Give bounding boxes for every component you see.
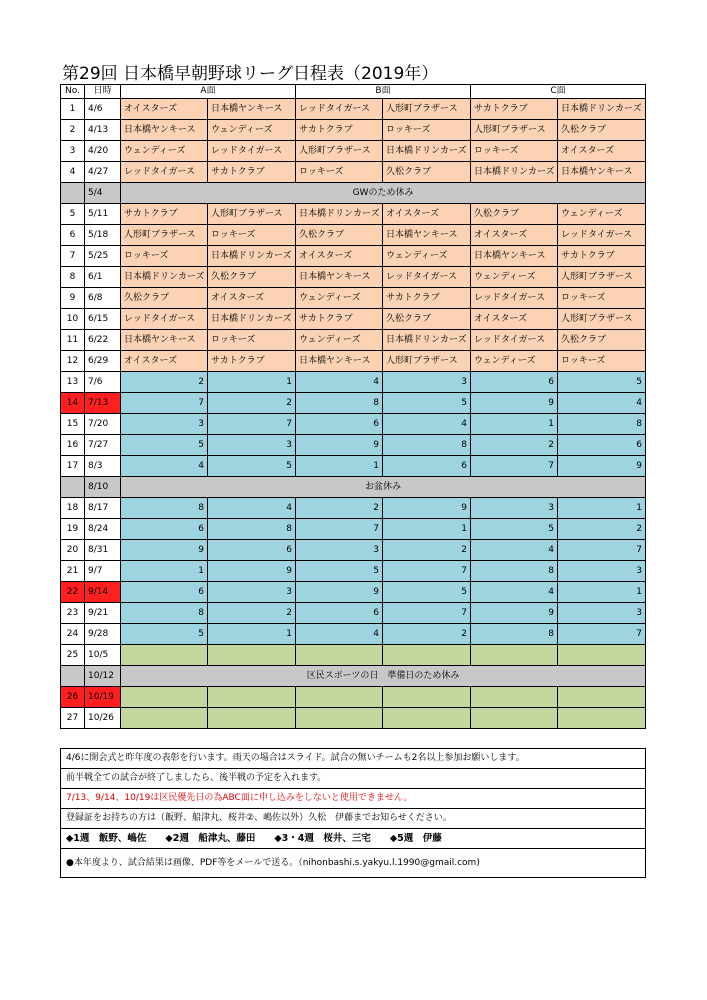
row-number: 23: [61, 603, 85, 624]
note-text: 前半戦全ての試合が終了しましたら、後半戦の予定を入れます。: [61, 769, 646, 789]
break-message: GWのため休み: [121, 183, 646, 204]
team-number-cell: 5: [383, 582, 471, 603]
team-cell: 日本橋ヤンキース: [121, 330, 208, 351]
schedule-row: [61, 561, 646, 582]
empty-slot: [471, 708, 558, 729]
team-cell: 日本橋ドリンカーズ: [558, 99, 646, 120]
team-cell: 日本橋ドリンカーズ: [208, 246, 296, 267]
team-cell: レッドタイガース: [121, 309, 208, 330]
schedule-row: [61, 456, 646, 477]
row-date: 8/17: [85, 498, 121, 519]
team-cell: レッドタイガース: [383, 267, 471, 288]
note-row: [61, 849, 646, 878]
header-field-b: B面: [296, 85, 471, 99]
team-cell: 久松クラブ: [296, 225, 383, 246]
schedule-row: [61, 330, 646, 351]
team-number-cell: 8: [121, 603, 208, 624]
team-number-cell: 4: [296, 624, 383, 645]
team-cell: ロッキーズ: [208, 225, 296, 246]
schedule-row: [61, 288, 646, 309]
row-number: 24: [61, 624, 85, 645]
row-date: 10/19: [85, 687, 121, 708]
team-number-cell: 9: [471, 393, 558, 414]
row-number: 7: [61, 246, 85, 267]
team-number-cell: 5: [558, 372, 646, 393]
team-number-cell: 4: [558, 393, 646, 414]
team-number-cell: 1: [208, 372, 296, 393]
team-number-cell: 1: [208, 624, 296, 645]
header-no: No.: [61, 85, 85, 99]
schedule-table: [60, 84, 646, 729]
team-cell: 日本橋ドリンカーズ: [296, 204, 383, 225]
row-date: 9/28: [85, 624, 121, 645]
team-number-cell: 8: [471, 561, 558, 582]
team-cell: 人形町ブラザース: [558, 267, 646, 288]
row-date: 4/6: [85, 99, 121, 120]
row-date: 8/10: [85, 477, 121, 498]
schedule-row: [61, 582, 646, 603]
team-number-cell: 2: [121, 372, 208, 393]
row-number: 20: [61, 540, 85, 561]
note-row: [61, 769, 646, 789]
schedule-row: [61, 309, 646, 330]
team-number-cell: 2: [296, 498, 383, 519]
row-number: 11: [61, 330, 85, 351]
row-date: 7/27: [85, 435, 121, 456]
empty-slot: [383, 708, 471, 729]
row-number: 5: [61, 204, 85, 225]
note-row: [61, 789, 646, 809]
page-title: 第29回 日本橋早朝野球リーグ日程表（2019年）: [62, 64, 439, 84]
team-number-cell: 6: [558, 435, 646, 456]
team-cell: オイスターズ: [208, 288, 296, 309]
row-date: 9/21: [85, 603, 121, 624]
row-number: [61, 666, 85, 687]
team-number-cell: 5: [383, 393, 471, 414]
team-cell: 人形町ブラザース: [121, 225, 208, 246]
team-cell: 日本橋ドリンカーズ: [471, 162, 558, 183]
row-date: 9/14: [85, 582, 121, 603]
team-number-cell: 7: [208, 414, 296, 435]
team-number-cell: 2: [208, 393, 296, 414]
row-number: 16: [61, 435, 85, 456]
team-number-cell: 8: [121, 498, 208, 519]
empty-slot: [383, 687, 471, 708]
schedule-row: [61, 120, 646, 141]
row-date: 7/6: [85, 372, 121, 393]
team-number-cell: 5: [296, 561, 383, 582]
team-number-cell: 4: [208, 498, 296, 519]
team-number-cell: 7: [558, 540, 646, 561]
team-cell: オイスターズ: [121, 351, 208, 372]
row-number: 25: [61, 645, 85, 666]
header-field-c: C面: [471, 85, 646, 99]
team-cell: レッドタイガース: [471, 288, 558, 309]
note-row: [61, 829, 646, 849]
note-text: ◆1週 飯野、嶋佐 ◆2週 船津丸、藤田 ◆3・4週 桜井、三宅 ◆5週 伊藤: [61, 829, 646, 849]
team-number-cell: 6: [471, 372, 558, 393]
team-number-cell: 9: [208, 561, 296, 582]
schedule-row: [61, 225, 646, 246]
team-number-cell: 2: [208, 603, 296, 624]
row-date: 7/20: [85, 414, 121, 435]
team-number-cell: 3: [383, 372, 471, 393]
team-cell: 日本橋ヤンキース: [121, 120, 208, 141]
row-date: 4/20: [85, 141, 121, 162]
row-date: 9/7: [85, 561, 121, 582]
schedule-row: [61, 141, 646, 162]
schedule-row: [61, 267, 646, 288]
row-date: 8/31: [85, 540, 121, 561]
team-number-cell: 3: [558, 603, 646, 624]
team-number-cell: 8: [296, 393, 383, 414]
row-number: 27: [61, 708, 85, 729]
row-date: 4/13: [85, 120, 121, 141]
team-cell: ロッキーズ: [558, 288, 646, 309]
team-number-cell: 9: [471, 603, 558, 624]
team-number-cell: 5: [121, 624, 208, 645]
header-date: 日時: [85, 85, 121, 99]
row-date: 5/18: [85, 225, 121, 246]
team-number-cell: 2: [471, 435, 558, 456]
team-number-cell: 7: [383, 561, 471, 582]
team-number-cell: 1: [121, 561, 208, 582]
team-number-cell: 4: [471, 582, 558, 603]
team-cell: サカトクラブ: [383, 288, 471, 309]
team-number-cell: 6: [296, 414, 383, 435]
team-number-cell: 4: [121, 456, 208, 477]
team-cell: 久松クラブ: [383, 309, 471, 330]
schedule-row: [61, 99, 646, 120]
team-cell: 人形町ブラザース: [383, 99, 471, 120]
team-cell: ロッキーズ: [383, 120, 471, 141]
schedule-row: [61, 624, 646, 645]
row-number: 21: [61, 561, 85, 582]
team-cell: 日本橋ヤンキース: [471, 246, 558, 267]
schedule-row: [61, 498, 646, 519]
row-date: 6/15: [85, 309, 121, 330]
team-number-cell: 2: [383, 624, 471, 645]
row-date: 6/8: [85, 288, 121, 309]
team-number-cell: 2: [383, 540, 471, 561]
row-date: 7/13: [85, 393, 121, 414]
row-number: 12: [61, 351, 85, 372]
empty-slot: [208, 708, 296, 729]
team-cell: ウェンディーズ: [471, 267, 558, 288]
row-number: [61, 183, 85, 204]
schedule-row: [61, 162, 646, 183]
team-cell: オイスターズ: [471, 309, 558, 330]
team-cell: レッドタイガース: [558, 225, 646, 246]
schedule-row: [61, 687, 646, 708]
team-cell: ロッキーズ: [121, 246, 208, 267]
team-number-cell: 1: [558, 582, 646, 603]
team-number-cell: 1: [471, 414, 558, 435]
team-number-cell: 7: [558, 624, 646, 645]
row-number: 6: [61, 225, 85, 246]
team-cell: サカトクラブ: [471, 99, 558, 120]
team-number-cell: 5: [121, 435, 208, 456]
team-cell: オイスターズ: [471, 225, 558, 246]
team-number-cell: 7: [296, 519, 383, 540]
note-row: [61, 809, 646, 829]
team-cell: オイスターズ: [558, 141, 646, 162]
team-number-cell: 3: [558, 561, 646, 582]
team-number-cell: 9: [383, 498, 471, 519]
team-cell: レッドタイガース: [121, 162, 208, 183]
row-number: 13: [61, 372, 85, 393]
row-date: 6/1: [85, 267, 121, 288]
team-number-cell: 6: [383, 456, 471, 477]
row-number: 19: [61, 519, 85, 540]
schedule-row: [61, 414, 646, 435]
team-cell: 日本橋ヤンキース: [296, 267, 383, 288]
row-number: 4: [61, 162, 85, 183]
empty-slot: [208, 687, 296, 708]
team-cell: 久松クラブ: [558, 330, 646, 351]
team-number-cell: 7: [471, 456, 558, 477]
team-cell: 日本橋ヤンキース: [208, 99, 296, 120]
team-cell: 人形町ブラザース: [471, 120, 558, 141]
row-number: 14: [61, 393, 85, 414]
team-number-cell: 3: [208, 582, 296, 603]
row-number: 10: [61, 309, 85, 330]
row-number: 17: [61, 456, 85, 477]
team-cell: ウェンディーズ: [296, 288, 383, 309]
row-number: 2: [61, 120, 85, 141]
empty-slot: [121, 645, 208, 666]
schedule-row: [61, 246, 646, 267]
row-date: 10/26: [85, 708, 121, 729]
schedule-row: [61, 477, 646, 498]
row-date: 4/27: [85, 162, 121, 183]
team-number-cell: 5: [471, 519, 558, 540]
schedule-row: [61, 645, 646, 666]
empty-slot: [383, 645, 471, 666]
note-text: 7/13、9/14、10/19は区民優先日の為ABC面に申し込みをしないと使用できません。: [61, 789, 646, 809]
schedule-row: [61, 603, 646, 624]
team-number-cell: 3: [121, 414, 208, 435]
empty-slot: [296, 687, 383, 708]
schedule-row: [61, 519, 646, 540]
team-cell: 日本橋ドリンカーズ: [383, 330, 471, 351]
break-message: お盆休み: [121, 477, 646, 498]
row-date: 8/3: [85, 456, 121, 477]
team-number-cell: 3: [296, 540, 383, 561]
team-number-cell: 9: [558, 456, 646, 477]
schedule-row: [61, 204, 646, 225]
team-cell: レッドタイガース: [471, 330, 558, 351]
row-number: 8: [61, 267, 85, 288]
empty-slot: [471, 645, 558, 666]
team-cell: ロッキーズ: [558, 351, 646, 372]
schedule-row: [61, 540, 646, 561]
team-cell: ウェンディーズ: [558, 204, 646, 225]
team-number-cell: 8: [558, 414, 646, 435]
schedule-row: [61, 351, 646, 372]
team-cell: ウェンディーズ: [296, 330, 383, 351]
empty-slot: [121, 687, 208, 708]
team-number-cell: 4: [383, 414, 471, 435]
team-number-cell: 9: [296, 582, 383, 603]
team-cell: 久松クラブ: [383, 162, 471, 183]
team-number-cell: 8: [208, 519, 296, 540]
row-date: 5/4: [85, 183, 121, 204]
team-cell: サカトクラブ: [121, 204, 208, 225]
team-cell: オイスターズ: [121, 99, 208, 120]
note-text: 登録証をお持ちの方は（飯野、船津丸、桜井②、嶋佐以外）久松 伊藤までお知らせください。: [61, 809, 646, 829]
empty-slot: [558, 645, 646, 666]
team-number-cell: 7: [121, 393, 208, 414]
team-number-cell: 3: [208, 435, 296, 456]
row-number: [61, 477, 85, 498]
row-number: 18: [61, 498, 85, 519]
team-cell: 日本橋ドリンカーズ: [383, 141, 471, 162]
empty-slot: [296, 708, 383, 729]
team-number-cell: 1: [383, 519, 471, 540]
team-cell: 人形町ブラザース: [296, 141, 383, 162]
team-number-cell: 6: [296, 603, 383, 624]
note-text: ●本年度より、試合結果は画像、PDF等をメールで送る。（nihonbashi.s.yakyu.l.1990@gmail.com): [61, 849, 646, 878]
team-cell: ウェンディーズ: [383, 246, 471, 267]
team-cell: サカトクラブ: [296, 309, 383, 330]
team-number-cell: 8: [383, 435, 471, 456]
team-number-cell: 4: [471, 540, 558, 561]
team-cell: 久松クラブ: [208, 267, 296, 288]
team-number-cell: 9: [121, 540, 208, 561]
row-number: 9: [61, 288, 85, 309]
team-cell: サカトクラブ: [296, 120, 383, 141]
schedule-row: [61, 666, 646, 687]
row-date: 6/22: [85, 330, 121, 351]
row-date: 6/29: [85, 351, 121, 372]
schedule-row: [61, 372, 646, 393]
team-cell: 人形町ブラザース: [383, 351, 471, 372]
team-cell: 日本橋ヤンキース: [558, 162, 646, 183]
team-cell: サカトクラブ: [208, 162, 296, 183]
empty-slot: [208, 645, 296, 666]
team-number-cell: 1: [558, 498, 646, 519]
team-cell: サカトクラブ: [558, 246, 646, 267]
empty-slot: [471, 687, 558, 708]
header-row: [61, 85, 646, 99]
team-cell: 久松クラブ: [558, 120, 646, 141]
team-cell: レッドタイガース: [296, 99, 383, 120]
team-number-cell: 6: [121, 582, 208, 603]
schedule-row: [61, 183, 646, 204]
team-number-cell: 6: [121, 519, 208, 540]
team-cell: 日本橋ヤンキース: [383, 225, 471, 246]
team-number-cell: 9: [296, 435, 383, 456]
team-cell: サカトクラブ: [208, 351, 296, 372]
empty-slot: [121, 708, 208, 729]
row-number: 3: [61, 141, 85, 162]
empty-slot: [296, 645, 383, 666]
team-number-cell: 6: [208, 540, 296, 561]
break-message: 区民スポーツの日 準備日のため休み: [121, 666, 646, 687]
row-date: 5/25: [85, 246, 121, 267]
row-date: 5/11: [85, 204, 121, 225]
team-cell: ロッキーズ: [296, 162, 383, 183]
team-cell: 日本橋ヤンキース: [296, 351, 383, 372]
schedule-row: [61, 435, 646, 456]
team-number-cell: 5: [208, 456, 296, 477]
schedule-row: [61, 708, 646, 729]
team-cell: 日本橋ドリンカーズ: [208, 309, 296, 330]
team-cell: 人形町ブラザース: [558, 309, 646, 330]
team-number-cell: 8: [471, 624, 558, 645]
team-cell: 久松クラブ: [471, 204, 558, 225]
team-number-cell: 3: [471, 498, 558, 519]
team-cell: ウェンディーズ: [208, 120, 296, 141]
team-number-cell: 1: [296, 456, 383, 477]
row-number: 26: [61, 687, 85, 708]
team-cell: レッドタイガース: [208, 141, 296, 162]
team-number-cell: 7: [383, 603, 471, 624]
team-cell: 人形町ブラザース: [208, 204, 296, 225]
empty-slot: [558, 708, 646, 729]
schedule-row: [61, 393, 646, 414]
row-number: 22: [61, 582, 85, 603]
team-cell: ウェンディーズ: [471, 351, 558, 372]
team-number-cell: 2: [558, 519, 646, 540]
row-number: 15: [61, 414, 85, 435]
empty-slot: [558, 687, 646, 708]
team-number-cell: 4: [296, 372, 383, 393]
team-cell: 日本橋ドリンカーズ: [121, 267, 208, 288]
notes-table: [60, 748, 646, 878]
note-row: [61, 749, 646, 769]
team-cell: オイスターズ: [296, 246, 383, 267]
row-date: 8/24: [85, 519, 121, 540]
team-cell: 久松クラブ: [121, 288, 208, 309]
row-date: 10/5: [85, 645, 121, 666]
note-text: 4/6に開会式と昨年度の表彰を行います。雨天の場合はスライド。試合の無いチームも2名以上参加お願いします。: [61, 749, 646, 769]
team-cell: ロッキーズ: [208, 330, 296, 351]
team-cell: ウェンディーズ: [121, 141, 208, 162]
row-number: 1: [61, 99, 85, 120]
header-field-a: A面: [121, 85, 296, 99]
team-cell: オイスターズ: [383, 204, 471, 225]
team-cell: ロッキーズ: [471, 141, 558, 162]
row-date: 10/12: [85, 666, 121, 687]
